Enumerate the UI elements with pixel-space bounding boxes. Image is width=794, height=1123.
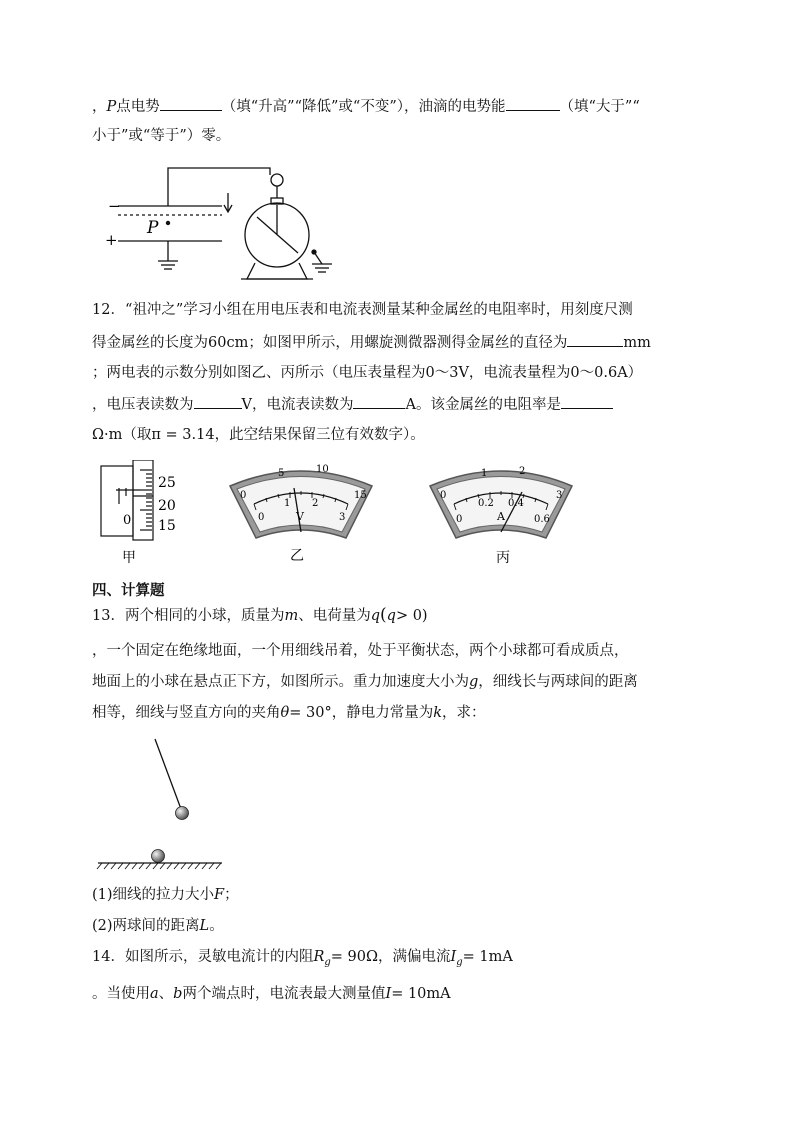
q14-line2	[92, 984, 451, 1004]
q13-q2: q	[386, 608, 396, 624]
q11-line1	[92, 96, 640, 117]
volt-top-15: 15	[354, 490, 367, 501]
micrometer-thimble	[133, 460, 153, 540]
q14-line2-text-d: = 10mA	[391, 986, 451, 1002]
q12-line4-text-a: ，电压表读数为	[92, 397, 194, 413]
q14-line2-sep: 、	[158, 986, 174, 1002]
q14-ig-sub: g	[456, 956, 463, 968]
voltmeter-figure	[226, 462, 376, 572]
q13-m: m	[284, 608, 299, 624]
volt-unit: V	[296, 510, 304, 523]
micrometer-figure	[96, 460, 196, 570]
q12-blank-diameter	[567, 332, 623, 347]
q13-line3-text-b: ，细线长与两球间的距离	[478, 674, 638, 690]
plus-sign: +	[105, 231, 118, 249]
p-dot	[166, 221, 170, 225]
q13-sub1-text: (1)细线的拉力大小	[92, 887, 215, 903]
ammeter-caption: 丙	[496, 550, 510, 566]
q13-sub2-end: 。	[209, 918, 224, 934]
q12-line5: Ω·m（取π = 3.14，此空结果保留三位有效数字）。	[92, 427, 425, 443]
q13-sub2-text: (2)两球间的距离	[92, 918, 200, 934]
volt-bot-3: 3	[339, 512, 346, 523]
q13-pendulum-figure	[96, 735, 236, 875]
micrometer-tick-20: 20	[158, 498, 176, 514]
q13-sub1-end: ；	[224, 887, 239, 903]
q13-sub2	[92, 916, 224, 936]
q14-i: I	[385, 986, 392, 1002]
micrometer-zero: 0	[123, 513, 132, 528]
q13-line4-text-a: 相等，细线与竖直方向的夹角	[92, 705, 281, 721]
q12-unit-mm: mm	[623, 335, 651, 351]
thread	[155, 739, 181, 809]
q11-blank-2	[506, 96, 560, 111]
amp-bot-04: 0.4	[508, 498, 524, 509]
q12-line2	[92, 332, 651, 353]
micrometer-tick-15: 15	[158, 518, 176, 534]
q13-text-a: 13．两个相同的小球，质量为	[92, 608, 285, 624]
q13-line3-text-a: 地面上的小球在悬点正下方，如图所示。重力加速度大小为	[92, 674, 469, 690]
p-label: P	[147, 218, 159, 238]
q11-text-c: （填“大于”“	[559, 99, 640, 115]
section-heading: 四、计算题	[92, 583, 165, 599]
q13-paren: (	[380, 605, 387, 625]
q11-comma: ，	[92, 99, 107, 115]
minus-sign: −	[108, 197, 121, 215]
q14-text-c: = 1mA	[462, 949, 513, 965]
amp-unit: A	[497, 510, 505, 523]
q14-line1	[92, 947, 513, 973]
q14-rg-sub: g	[324, 956, 331, 968]
q12-blank-current	[353, 394, 405, 409]
volt-top-0: 0	[240, 490, 247, 501]
q12-line1: 12．“祖冲之”学习小组在用电压表和电流表测量某种金属丝的电阻率时，用刻度尺测	[92, 302, 633, 318]
q13-line1	[92, 605, 428, 626]
amp-top-0: 0	[440, 490, 447, 501]
volt-bot-2: 2	[312, 498, 319, 509]
q13-theta: θ	[280, 705, 290, 721]
q13-f: F	[214, 887, 225, 903]
volt-bot-1: 1	[284, 498, 291, 509]
q13-l: L	[199, 918, 210, 934]
q11-text-a: 点电势	[116, 99, 160, 115]
amp-bot-06: 0.6	[534, 514, 550, 525]
q13-line4	[92, 703, 486, 723]
q14-line2-text-a: 。当使用	[92, 986, 150, 1002]
q12-blank-resistivity	[561, 394, 613, 409]
micrometer-tick-25: 25	[158, 475, 176, 491]
q11-blank-1	[160, 96, 222, 111]
q12-line4-text-b: V，电流表读数为	[241, 397, 354, 413]
q13-cond: > 0)	[395, 608, 428, 624]
volt-top-5: 5	[278, 468, 285, 479]
ground-ball	[152, 850, 165, 863]
amp-top-3: 3	[556, 490, 563, 501]
q13-line3	[92, 672, 638, 692]
ammeter-figure	[426, 462, 576, 572]
q11-p: P	[106, 99, 117, 115]
q14-ig: I	[450, 949, 457, 965]
amp-bot-0: 0	[456, 514, 463, 525]
q12-line2-text: 得金属丝的长度为60cm；如图甲所示，用螺旋测微器测得金属丝的直径为	[92, 335, 568, 351]
amp-top-1: 1	[481, 468, 488, 479]
q13-line2: ，一个固定在绝缘地面，一个用细线吊着，处于平衡状态，两个小球都可看成质点，	[92, 643, 629, 659]
q11-text-b: （填“升高”“降低”或“不变”），油滴的电势能	[221, 99, 506, 115]
q11-capacitor-figure	[100, 165, 340, 285]
q14-text-b: = 90Ω，满偏电流	[330, 949, 451, 965]
amp-bot-02: 0.2	[478, 498, 494, 509]
amp-top-2: 2	[519, 466, 526, 477]
q14-a: a	[150, 986, 159, 1002]
micrometer-caption: 甲	[122, 550, 136, 566]
q13-line4-text-c: ，求：	[442, 705, 486, 721]
q14-b: b	[173, 986, 183, 1002]
q13-q: q	[370, 608, 380, 624]
q11-line2: 小于”或“等于”）零。	[92, 128, 231, 144]
q13-text-b: 、电荷量为	[298, 608, 371, 624]
volt-bot-0: 0	[258, 512, 265, 523]
q13-sub1	[92, 885, 239, 905]
q13-g: g	[469, 674, 479, 690]
q12-line3: ；两电表的示数分别如图乙、丙所示（电压表量程为0～3V，电流表量程为0～0.6A）	[92, 365, 643, 381]
q12-blank-voltage	[194, 394, 242, 409]
volt-top-10: 10	[316, 464, 329, 475]
hanging-ball	[176, 807, 189, 820]
voltmeter-dial	[237, 477, 365, 533]
q12-line4	[92, 394, 613, 415]
q13-line4-text-b: = 30°，静电力常量为	[289, 705, 434, 721]
q14-line2-text-c: 两个端点时，电流表最大测量值	[182, 986, 386, 1002]
voltmeter-caption: 乙	[290, 548, 304, 564]
q12-line4-text-c: A。该金属丝的电阻率是	[405, 397, 561, 413]
q13-k: k	[433, 705, 442, 721]
q14-text-a: 14．如图所示，灵敏电流计的内阻	[92, 949, 314, 965]
q14-rg: R	[313, 949, 325, 965]
